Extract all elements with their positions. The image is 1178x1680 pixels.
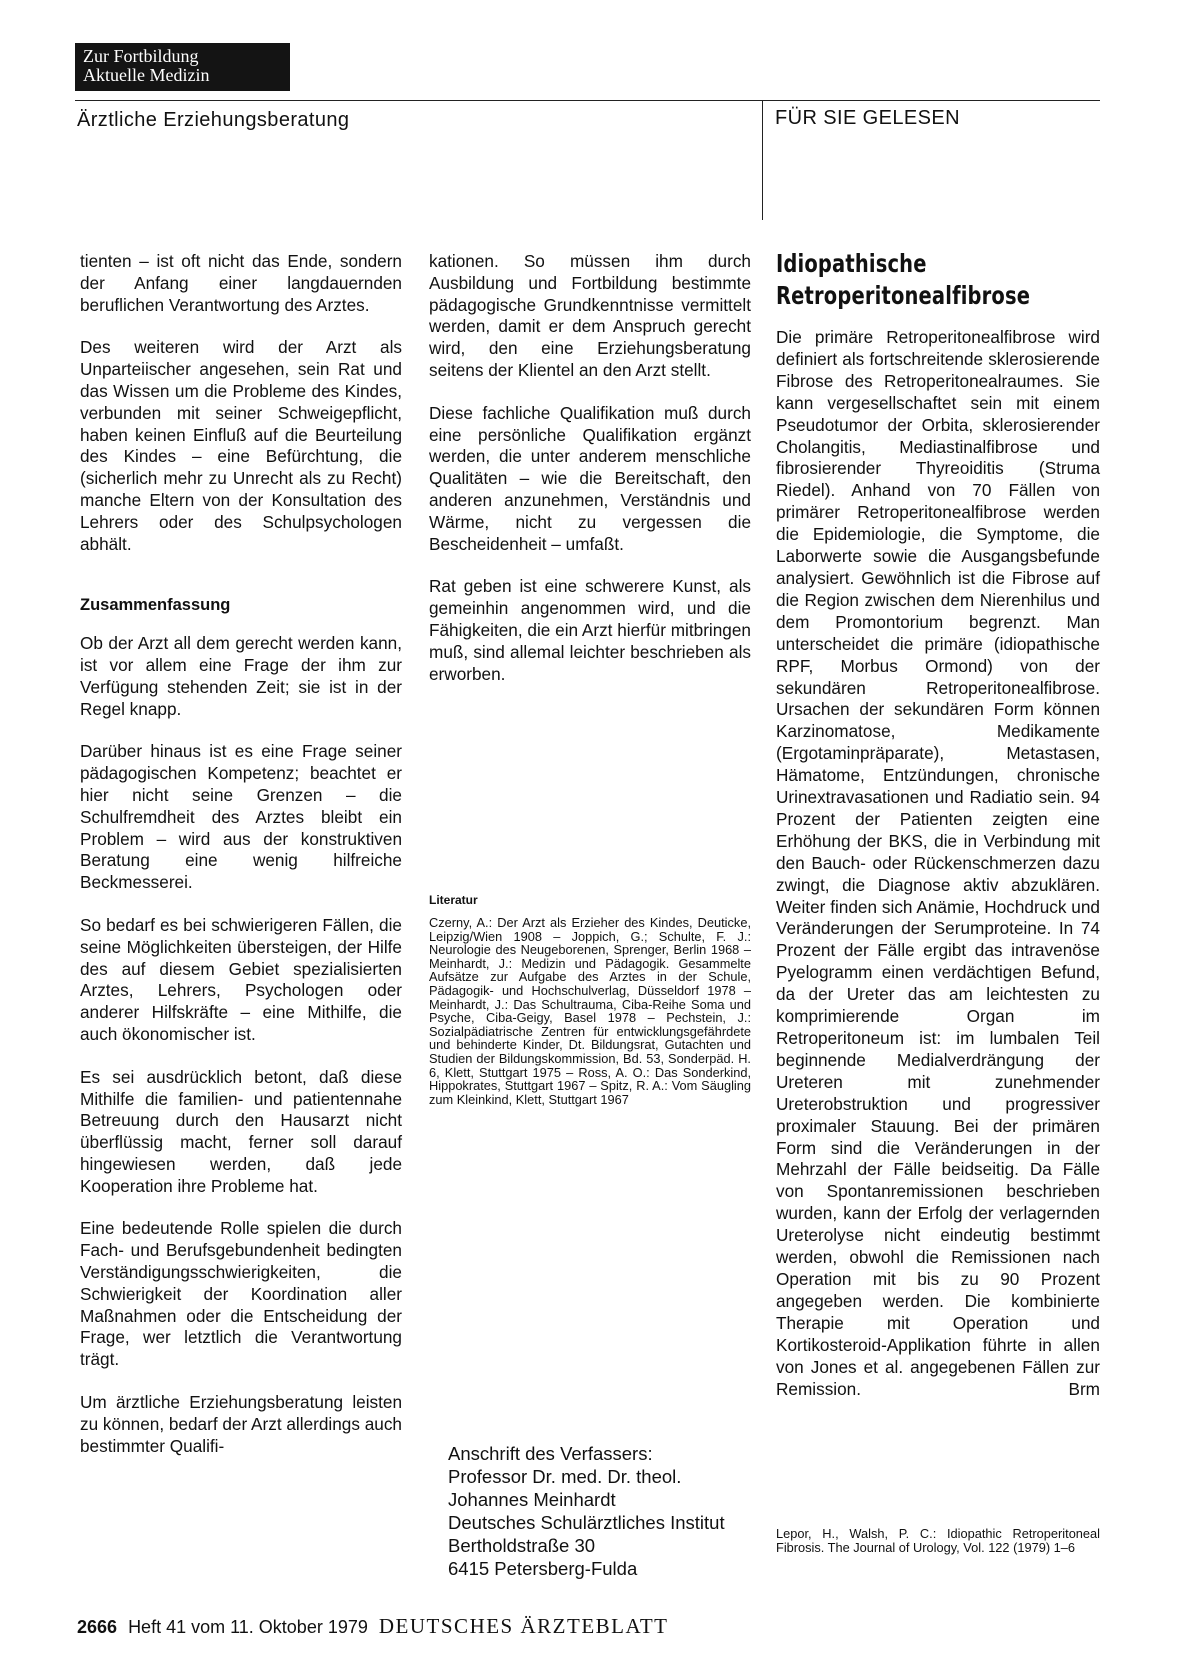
article-body — [776, 327, 1100, 1400]
paragraph: kationen. So müssen ihm durch Ausbildung und Fortbildung bestimmte pädagogische Grundkenntnisse vermittelt werden, damit er dem Anspruch gerecht wird, den eine Erziehungsberatung seitens der Klientel an den Arzt stellt. — [429, 251, 751, 380]
author-address — [448, 1442, 768, 1580]
column-2 — [429, 251, 751, 706]
address-line: Professor Dr. med. Dr. theol. — [448, 1466, 682, 1487]
address-line: Deutsches Schulärztliches Institut — [448, 1512, 725, 1533]
paragraph: Des weiteren wird der Arzt als Unparteiischer angesehen, sein Rat und das Wissen um die Probleme des Kindes, verbunden mit seiner Schweigepflicht, haben keinen Einfluß auf die Beurteilung des Kindes – eine Befürchtung, die (sicherlich mehr zu Unrecht als zu Recht) manche Eltern von der Konsultation des Lehrers oder des Schulpsychologen abhält. — [80, 337, 402, 554]
header-rule — [75, 100, 1100, 101]
paragraph: Eine bedeutende Rolle spielen die durch Fach- und Berufsgebundenheit bedingten Verständigungsschwierigkeiten, die Schwierigkeit der Koordination aller Maßnahmen oder die Entscheidung der Frage, wer letztlich die Verantwortung trägt. — [80, 1218, 402, 1370]
article-signature: Brm — [1068, 1378, 1100, 1399]
address-line: 6415 Petersberg-Fulda — [448, 1558, 638, 1579]
paragraph: Diese fachliche Qualifikation muß durch eine persönliche Qualifikation ergänzt werden, die unter anderem menschliche Qualitäten – wie die Bereitschaft, den anderen anzunehmen, Verständnis und Wärme, nicht zu vergessen die Bescheidenheit – umfaßt. — [429, 402, 751, 554]
literature-heading: Literatur — [429, 893, 478, 907]
article-text: Die primäre Retroperitonealfibrose wird definiert als fortschreitende sklerosierende Fibrose des Retroperitonealraumes. Sie kann vergesellschaftet sein mit einem Pseudotumor der Orbita, sklerosierender Cholangitis, Mediastinalfibrose und fibrosierender Thyreoiditis (Struma Riedel). Anhand von 70 Fällen von primärer Retroperitonealfibrose werden die Epidemiologie, die Symptome, die Laborwerte sowie die Ausgangsbefunde analysiert. Gewöhnlich ist die Fibrose auf die Region zwischen dem Nierenhilus und dem Promontorium begrenzt. Man unterscheidet die primäre (idiopathische RPF, Morbus Ormond) von der sekundären Retroperitonealfibrose. Ursachen der sekundären Form können Karzinomatose, Medikamente (Ergotaminpräparate), Metastasen, Hämatome, Entzündungen, chronische Urinextravasationen und Radiatio sein. 94 Prozent der Patienten zeigten eine Erhöhung der BKS, die in Verbindung mit den Bauch- oder Rückenschmerzen dazu zwingt, die Diagnose aktiv abzuklären. Weiter finden sich Anämie, Hochdruck und Veränderungen der Serumproteine. In 74 Prozent der Fälle ergibt das intravenöse Pyelogramm einen verdächtigen Befund, da der Ureter das am leichtesten zu komprimierende Organ im Retroperitoneum ist: im lumbalen Teil beginnende Medialverdrängung der Ureteren mit zunehmender Ureterobstruktion und progressiver proximaler Stauung. Bei der primären Form sind die Veränderungen in der Mehrzahl der Fälle beidseitig. Da Fälle von Spontanremissionen beschrieben wurden, kann der Erfolg der verlagernden Ureterolyse nicht eindeutig bestimmt werden, obwohl die Remissionen nach Operation mit bis zu 90 Prozent angegeben werden. Die kombinierte Therapie mit Operation und Kortikosteroid-Applikation führte in allen von Jones et al. angegebenen Fällen zur Remission. — [776, 327, 1100, 1399]
magazine-name: DEUTSCHES ÄRZTEBLATT — [378, 1614, 669, 1638]
running-head-left: Ärztliche Erziehungsberatung — [77, 109, 350, 131]
address-line: Anschrift des Verfassers: — [448, 1443, 653, 1464]
paragraph: Um ärztliche Erziehungsberatung leisten zu können, bedarf der Arzt allerdings auch bestimmter Qualifi- — [80, 1392, 402, 1456]
headline-line-2: Retroperitonealfibrose — [776, 281, 1031, 310]
column-divider — [762, 100, 763, 220]
article-headline — [776, 248, 1033, 312]
running-head-right: FÜR SIE GELESEN — [775, 107, 960, 129]
section-heading: Zusammenfassung — [80, 596, 231, 615]
paragraph: tienten – ist oft nicht das Ende, sondern der Anfang einer langdauernden beruflichen Verantwortung des Arztes. — [80, 251, 402, 315]
badge-line-2: Aktuelle Medizin — [83, 65, 210, 85]
page-footer — [77, 1614, 668, 1639]
address-line: Bertholdstraße 30 — [448, 1535, 596, 1556]
article-reference: Lepor, H., Walsh, P. C.: Idiopathic Retroperitoneal Fibrosis. The Journal of Urology, Vol. 122 (1979) 1–6 — [776, 1526, 1100, 1556]
section-badge — [75, 43, 290, 91]
paragraph: Ob der Arzt all dem gerecht werden kann, ist vor allem eine Frage der ihm zur Verfügung stehenden Zeit; sie ist in der Regel knapp. — [80, 633, 402, 719]
badge-line-1: Zur Fortbildung — [83, 46, 199, 66]
headline-line-1: Idiopathische — [776, 249, 927, 278]
issue-info: Heft 41 vom 11. Oktober 1979 — [128, 1617, 368, 1637]
paragraph: Es sei ausdrücklich betont, daß diese Mithilfe die familien- und patientennahe Betreuung durch den Hausarzt nicht überflüssig macht, ferner soll darauf hingewiesen werden, daß jede Kooperation ihre Probleme hat. — [80, 1066, 402, 1196]
paragraph: Darüber hinaus ist es eine Frage seiner pädagogischen Kompetenz; beachtet er hier nicht seine Grenzen – die Schulfremdheit des Arztes bleibt ein Problem – wird aus der konstruktiven Beratung eine wenig hilfreiche Beckmesserei. — [80, 741, 402, 893]
column-1 — [80, 251, 402, 1478]
paragraph: Rat geben ist eine schwerere Kunst, als gemeinhin angenommen wird, und die Fähigkeiten, die ein Arzt hierfür mitbringen muß, sind allemal leichter beschrieben als erworben. — [429, 576, 751, 684]
paragraph: So bedarf es bei schwierigeren Fällen, die seine Möglichkeiten übersteigen, der Hilfe des auf diesem Gebiet spezialisierten Arztes, Lehrers, Psychologen oder anderer Hilfskräfte – eine Mithilfe, die auch ökonomischer ist. — [80, 914, 402, 1044]
page-number: 2666 — [77, 1617, 118, 1637]
literature-list: Czerny, A.: Der Arzt als Erzieher des Kindes, Deuticke, Leipzig/Wien 1908 – Joppich, G.; Schulte, F. J.: Neurologie des Neugeborenen, Sprenger, Berlin 1968 – Meinhardt, J.: Medizin und Pädagogik. Gesammelte Aufsätze zur Aufgabe des Arztes in der Schule, Pädagogik- und Hochschulverlag, Düsseldorf 1978 – Meinhardt, J.: Das Schultrauma, Ciba-Reihe Soma und Psyche, Ciba-Geigy, Basel 1978 – Pechstein, J.: Sozialpädiatrische Zentren für entwicklungsgefährdete und behinderte Kinder, Dt. Bildungsrat, Gutachten und Studien der Bildungskommission, Bd. 53, Sonderpäd. H. 6, Klett, Stuttgart 1975 – Ross, A. O.: Das Sonderkind, Hippokrates, Stuttgart 1967 – Spitz, R. A.: Vom Säugling zum Kleinkind, Klett, Stuttgart 1967 — [429, 915, 751, 1107]
address-line: Johannes Meinhardt — [448, 1489, 616, 1510]
